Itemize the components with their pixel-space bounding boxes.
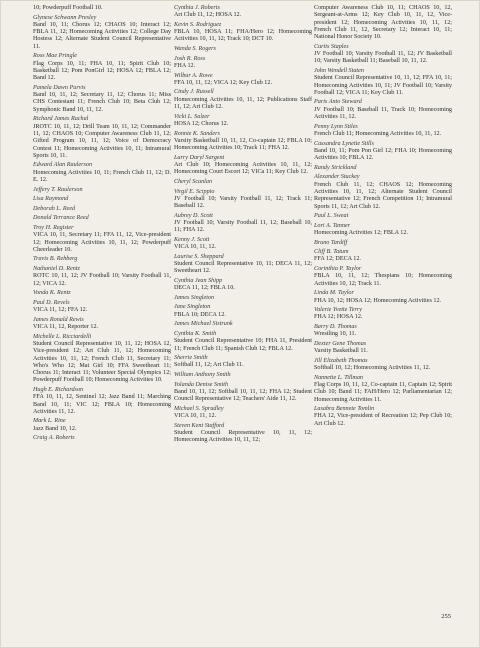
- student-entry: [314, 324, 452, 339]
- student-entry: [314, 341, 452, 356]
- student-name: Kevin S. Rodriguez: [174, 21, 222, 28]
- student-name: Aubrey D. Scott: [174, 212, 213, 219]
- student-name: Linda M. Taylor: [314, 290, 354, 297]
- student-activities: DECA 11, 12; FBLA 10.: [174, 285, 235, 292]
- student-entry: [33, 317, 171, 332]
- student-entry: [314, 99, 452, 121]
- student-activities: French Club 11; Homecoming Activities 10, 11, 12.: [314, 130, 442, 137]
- student-activities: VICA 10, 11, 12.: [174, 244, 217, 251]
- student-entry: [314, 124, 452, 139]
- student-name: Mark L. Rine: [33, 418, 66, 425]
- student-entry: [174, 278, 312, 293]
- student-name: Larry Daryl Sargent: [174, 154, 225, 161]
- student-name: Deborah L. Reed: [33, 205, 76, 212]
- student-entry: [33, 85, 171, 114]
- student-activities: Student Council Representative 10, 11, 12; FFA 10, 11; Homecoming Activities 10, 11; JV Football 10; Varsity Football 12; VICA 11; Key Club 11.: [314, 75, 452, 96]
- student-entry: [33, 5, 171, 12]
- student-activities: JV Football 10; Varsity Football 11, 12; JV Basketball 10; Varsity Basketball 11; Baseball 10, 11, 12.: [314, 51, 452, 65]
- student-entry: [314, 290, 452, 305]
- student-activities: Varsity Basketball 10, 11, 12, Co-captain 12; FBLA 10; Homecoming Activities 10; Track 11; FHA 12.: [174, 137, 312, 152]
- student-activities: FFA 12; DECA 12.: [314, 256, 361, 263]
- student-name: Alexander Stuckey: [314, 174, 360, 181]
- student-entry: [33, 206, 171, 213]
- student-name: Michael S. Spradley: [174, 405, 224, 412]
- student-entry: [314, 165, 452, 172]
- student-name: Yolanda Denise Smith: [174, 381, 229, 388]
- student-entry: [174, 321, 312, 328]
- student-activities: Student Council Representative 10, 11, 12; Homecoming Activities 10, 11, 12;: [174, 429, 312, 444]
- student-activities: Art Club 10; Homecoming Activities 10, 11, 12; Homecoming Court Escort 12; VICa 11; Key Club 12.: [174, 162, 312, 176]
- student-activities: Homecoming Activities 12; FBLA 12.: [314, 229, 408, 236]
- student-entry: [314, 266, 452, 288]
- student-entry: [33, 334, 171, 385]
- student-name: James Ronald Rewis: [33, 316, 84, 323]
- student-entry: [314, 213, 452, 220]
- student-name: Sherrie Smith: [174, 355, 208, 362]
- student-activities: FHA 12.: [174, 62, 196, 69]
- student-activities: JV Football 10; Baseball 11, Track 10; Homecoming Activities 11, 12.: [314, 106, 452, 121]
- student-activities: Wrestling 10, 11.: [314, 331, 357, 338]
- student-name: Cheryl Scanlan: [174, 178, 213, 185]
- student-entry: [174, 131, 312, 153]
- student-activities: Band 10, 11; Chorus 12; CHAOS 10; Interact 12; FBLA 11, 12; Homecoming Activities 12; College Day Hostess 12; Alternate Student Council Representative 11.: [33, 21, 171, 50]
- student-name: Penny Lynn Stiles: [314, 123, 358, 130]
- student-name: Dexter Gene Thomas: [314, 340, 367, 347]
- student-name: Jeffery T. Raulerson: [33, 186, 83, 193]
- student-name: Randy Strickland: [314, 164, 357, 171]
- student-name: Steven Kent Stafford: [174, 422, 225, 429]
- student-entry: [174, 423, 312, 445]
- student-name: Lasabra Bennete Tomlin: [314, 406, 375, 413]
- student-name: Ronnie K. Sanders: [174, 130, 220, 137]
- student-entry: [174, 372, 312, 379]
- student-activities: FBLA 10; DECA 12.: [174, 311, 226, 318]
- student-name: Virgil E. Scippio: [174, 188, 215, 195]
- student-entry: [174, 155, 312, 177]
- student-name: Jill Elizabeth Thomas: [314, 357, 368, 364]
- student-entry: [33, 187, 171, 194]
- student-activities: Homecoming Activities 10, 11, 12; Publications Staff 11, 12; Art Club 12.: [174, 96, 312, 111]
- student-name: Glynese Schwann Presley: [33, 14, 97, 21]
- student-entry: [174, 22, 312, 44]
- student-activities: HOSA 12; Chorus 12.: [174, 120, 229, 127]
- student-activities: Computer Awareness Club 10, 11; CHAOS 10, 12, Sergeant-at-Arms 12; Key Club 10, 11, 12, Vice-president 12; Homecoming Activities 10, 11, 12; French Club 11, 12, Secretary 12; Interact 10, 11; National Honor Society 10.: [314, 5, 452, 41]
- student-name: Travis B. Rehberg: [33, 256, 78, 263]
- student-activities: FBLA 10, HOSA 11; FHA/Hero 12; Homecoming Activities 10, 11, 12; Track 10; DCT 10.: [174, 29, 312, 43]
- student-name: James Singleton: [174, 294, 215, 301]
- student-entry: [314, 406, 452, 428]
- student-activities: JV Football 10; Varsity Football 11, 12; Baseball 10, 11; FHA 12.: [174, 219, 312, 234]
- student-entry: [314, 141, 452, 163]
- student-activities: Band 10, 11, 12; Secretary 11, 12; Chorus 11; Miss CHS Contestant 11; French Club 10; Beta Club 12; Symphonic Band 10, 11, 12.: [33, 92, 171, 113]
- student-entry: [174, 406, 312, 421]
- student-name: Edward Alan Raulerson: [33, 162, 93, 169]
- student-name: Hugh E. Richardson: [33, 387, 84, 393]
- student-entry: [314, 307, 452, 322]
- student-activities: Student Council Representative 10, 11, 12; HOSA 12, Vice-president 12; Art Club 11, 12; Homecoming Activities 10, 11, 12; French Club 11, Secretary 11; Who's Who 12; Mat Girl 10; FFA Sweetheart 11; Chorus 11; Interact 11; Volunteer Special Olympics 12; Powderpuff Football 10; Homecoming Activities 10.: [33, 340, 171, 384]
- student-activities: French Club 11, 12; CHAOS 12; Homecoming Activities 10, 11, 12; Alternate Student Council Representative 12; French Competition 11; Intramural Sports 11, 12; Art Club 12.: [314, 181, 452, 210]
- student-activities: FHA 10, 12; HOSA 12; Homecoming Activities 12.: [314, 297, 442, 304]
- student-entry: [174, 46, 312, 53]
- student-entry: [314, 249, 452, 264]
- student-entry: [174, 73, 312, 88]
- student-entry: [33, 215, 171, 222]
- student-name: Corinthia P. Taylor: [314, 266, 362, 273]
- student-name: Jane Singleton: [174, 304, 211, 311]
- student-entry: [33, 256, 171, 263]
- student-name: Cliff B. Tatum: [314, 249, 349, 256]
- student-activities: Flag Corps 10, 11, 12, Co-captain 11, Captain 12; Spirit Club 10; Band 11; FAH/Hero 12; Parliamentarian 12; Homecoming Activities 11.: [314, 382, 452, 403]
- student-activities: Band 10, 11, 12; Softball 10, 11, 12; FHA 12; Student Council Representative 12; Teachers' Aide 11, 12.: [174, 388, 312, 403]
- student-name: Valerie Yvette Terry: [314, 307, 362, 314]
- column-right: [314, 5, 452, 430]
- student-name: Wilbur A. Rowe: [174, 72, 213, 79]
- student-name: John Wendell Staten: [314, 67, 364, 74]
- student-entry: [174, 213, 312, 235]
- student-activities: JROTC 10, 11, 12; Drill Team 10, 11, 12; Commander 11, 12; CHAOS 10; Computer Awareness Club 11, 12; Gifted Program 10, 11, 12; Voice of Democracy Contest 11; Homecoming Activities 10, 11; Intramural Sports 10, 11.: [33, 123, 171, 159]
- student-entry: [174, 89, 312, 111]
- student-name: Cindy J. Russell: [174, 89, 214, 96]
- student-name: Cynthia K. Smith: [174, 330, 217, 337]
- student-entry: [314, 240, 452, 247]
- student-entry: [174, 189, 312, 211]
- student-name: Nathaniel D. Rentz: [33, 266, 80, 273]
- student-activities: Homecoming Activities 10, 11; French Club 11, 12; D. E. 12.: [33, 169, 171, 184]
- student-entry: [174, 114, 312, 129]
- student-name: Ross Mae Pringle: [33, 53, 78, 60]
- student-activities: ROTC 10, 11, 12; JV Football 10; Varsity Football 11, 12; VICA 12.: [33, 273, 171, 287]
- column-middle: [174, 5, 312, 447]
- student-name: Kenny J. Scott: [174, 236, 210, 243]
- student-entry: [33, 116, 171, 160]
- student-entry: [33, 290, 171, 297]
- student-activities: Flag Corps 10, 11; FHA 10, 11; Spirit Club 10; Basketball 12; Pom PonGirl 12; HOSA 12; FBLA 12; Band 12.: [33, 60, 171, 82]
- student-entry: [33, 196, 171, 203]
- student-name: Donald Terrance Reed: [33, 215, 89, 222]
- student-name: Cassandra Lynette Stills: [314, 140, 374, 147]
- student-name: Pamela Dawn Purvis: [33, 84, 86, 91]
- student-name: Bruno Tardiff: [314, 239, 348, 246]
- student-name: Troy H. Register: [33, 224, 74, 231]
- student-entry: [174, 254, 312, 276]
- page-number: 255: [441, 613, 451, 620]
- student-activities: Softball 11, 12; Art Club 11.: [174, 362, 244, 369]
- student-name: Paul L. Sweat: [314, 213, 349, 220]
- student-name: Cynthia Jean Shipp: [174, 277, 223, 284]
- student-entry: [314, 223, 452, 238]
- student-name: William Anthony Smith: [174, 372, 231, 378]
- student-entry: [314, 358, 452, 373]
- student-activities: VICA 10, 11, Secretary 11; FFA 11, 12, Vice-president 12; Homecoming Activities 10, 11, 12; Powderpuff Cheerleader 10.: [33, 232, 171, 253]
- student-activities: Student Council Representative 10; FHA 11, President 11; French Club 11; Spanish Club 12; FBLA 12.: [174, 338, 312, 352]
- student-activities: Band 10, 11; Pom Pon Girl 12; FHA 10; Homecoming Activities 10; FBLA 12.: [314, 147, 452, 162]
- student-entry: [33, 225, 171, 254]
- student-entry: [174, 5, 312, 20]
- student-name: Cynthia J. Roberts: [174, 5, 220, 11]
- student-name: Laurise S. Sheppard: [174, 253, 224, 260]
- student-entry: [33, 53, 171, 82]
- student-entry: [174, 355, 312, 370]
- student-activities: FBLA 10, 11, 12; Thespians 10; Homecoming Activities 10, 12; Track 11.: [314, 273, 452, 287]
- student-entry: [314, 44, 452, 66]
- student-entry: [174, 295, 312, 302]
- student-name: Craig A. Roberts: [33, 435, 75, 442]
- student-entry: [33, 435, 171, 442]
- student-activities: 10; Powderpuff Football 10.: [33, 5, 103, 11]
- student-entry: [33, 162, 171, 184]
- student-entry: [174, 331, 312, 353]
- column-left: [33, 5, 171, 445]
- student-activities: VICA 11, 12, Reporter 12.: [33, 324, 99, 331]
- student-name: Michelle L. Ricciardelli: [33, 333, 92, 340]
- student-activities: Softball 10, 12; Homecoming Activities 11, 12.: [314, 365, 431, 372]
- student-entry: [33, 15, 171, 51]
- student-entry: [314, 5, 452, 41]
- student-name: Richard James Rachal: [33, 116, 89, 123]
- student-activities: Art Club 11, 12; HOSA 12.: [174, 12, 242, 19]
- student-entry: [174, 304, 312, 319]
- student-activities: Varsity Basketball 11.: [314, 348, 368, 355]
- student-entry: [314, 174, 452, 210]
- student-activities: Student Council Representative 10, 11; DECA 11, 12; Sweetheart 12.: [174, 261, 312, 275]
- student-name: James Michael Sistrunk: [174, 321, 233, 328]
- student-activities: FFA 10, 11, 12; VICA 12; Key Club 12.: [174, 79, 272, 86]
- student-entry: [33, 266, 171, 288]
- student-entry: [174, 237, 312, 252]
- student-activities: VICA 10, 11, 12.: [174, 413, 217, 420]
- student-entry: [33, 300, 171, 315]
- student-name: Vicki L. Salzer: [174, 113, 210, 120]
- student-activities: JV Football 10; Varsity Football 11, 12; Track 11; Baseball 12.: [174, 195, 312, 210]
- student-name: Paris Anto Steward: [314, 99, 362, 106]
- student-activities: Jazz Band 10, 12.: [33, 425, 77, 432]
- student-entry: [174, 56, 312, 71]
- student-entry: [174, 382, 312, 404]
- student-name: Vonda K. Rentz: [33, 290, 71, 297]
- student-name: Josh R. Ross: [174, 55, 206, 62]
- student-entry: [174, 179, 312, 186]
- student-name: Paul D. Revels: [33, 299, 70, 306]
- student-entry: [33, 418, 171, 433]
- student-name: Barry D. Thomas: [314, 324, 357, 331]
- student-activities: FFA 10, 11, 12, Sentinel 12; Jazz Band 11; Marching Band 10, 11; VIC 12; FBLA 10; Homecoming Activities 11, 12.: [33, 394, 171, 415]
- student-entry: [314, 375, 452, 404]
- student-name: Lori A. Tanner: [314, 222, 351, 229]
- student-activities: VICA 11, 12; FFA 12.: [33, 307, 88, 314]
- student-activities: FHA 12; HOSA 12.: [314, 314, 363, 321]
- student-entry: [33, 387, 171, 416]
- student-name: Wanda S. Rogers: [174, 46, 216, 53]
- student-activities: FHA 12, Vice-president of Recreation 12; Pep Club 10; Art Club 12.: [314, 413, 452, 427]
- student-name: Lisa Raymond: [33, 196, 69, 203]
- student-entry: [314, 68, 452, 97]
- student-name: Curtis Staples: [314, 43, 349, 50]
- student-name: Nannette L. Tillman: [314, 374, 363, 381]
